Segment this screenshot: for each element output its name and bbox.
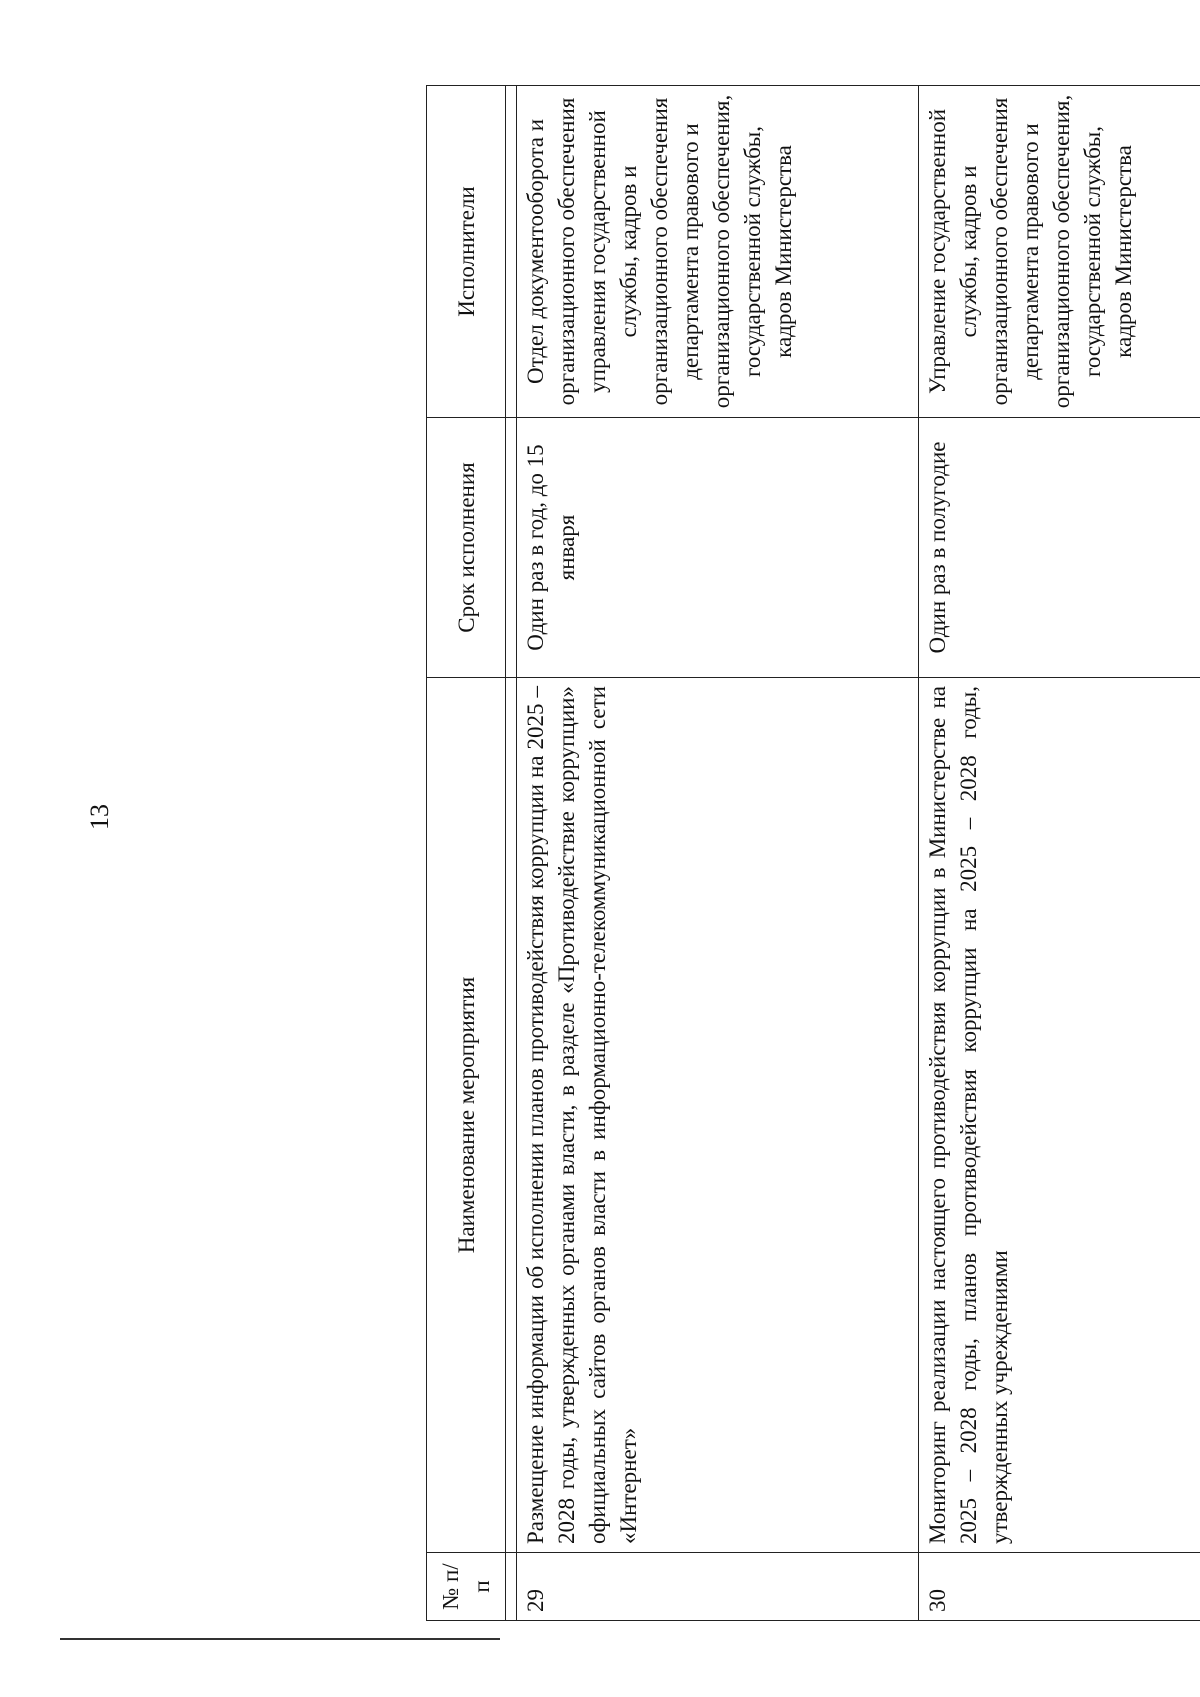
rotated-page: [426, 86, 1200, 1621]
row-executors: Отдел документооборота и организационного обеспечения управления государственной службы, кадров и организационного обеспечения департамента правового и организационного обеспечения, государственной службы, кадров Министерства: [517, 86, 919, 418]
measures-table: [426, 85, 1200, 1621]
footer-rule: [60, 1638, 500, 1640]
row-num: 30: [919, 1553, 1200, 1621]
table-container: [426, 86, 1200, 1621]
header-executors: Исполнители: [427, 86, 506, 418]
row-name: Размещение информации об исполнении планов противодействия коррупции на 2025 – 2028 годы, утвержденных органами власти, в разделе «Противодействие коррупции» официальных сайтов органов власти в информационно-телекоммуникационной сети «Интернет»: [517, 678, 919, 1553]
table-row: [919, 86, 1200, 1621]
header-name: Наименование мероприятия: [427, 678, 506, 1553]
header-num: № п/п: [427, 1553, 506, 1621]
row-num: 29: [517, 1553, 919, 1621]
row-name: Мониторинг реализации настоящего противодействия коррупции в Министерстве на 2025 – 2028 годы, планов противодействия коррупции на 2025 – 2028 годы, утвержденных учреждениями: [919, 678, 1200, 1553]
header-term: Срок исполнения: [427, 418, 506, 678]
row-term: Один раз в год, до 15 января: [517, 418, 919, 678]
spacer-row: [506, 86, 517, 1621]
row-executors: Управление государственной службы, кадров и организационного обеспечения департамента правового и организационного обеспечения, государственной службы, кадров Министерства: [919, 86, 1200, 418]
table-header-row: [427, 86, 506, 1621]
row-term: Один раз в полугодие: [919, 418, 1200, 678]
table-row: [517, 86, 919, 1621]
page-number: 13: [85, 804, 114, 830]
